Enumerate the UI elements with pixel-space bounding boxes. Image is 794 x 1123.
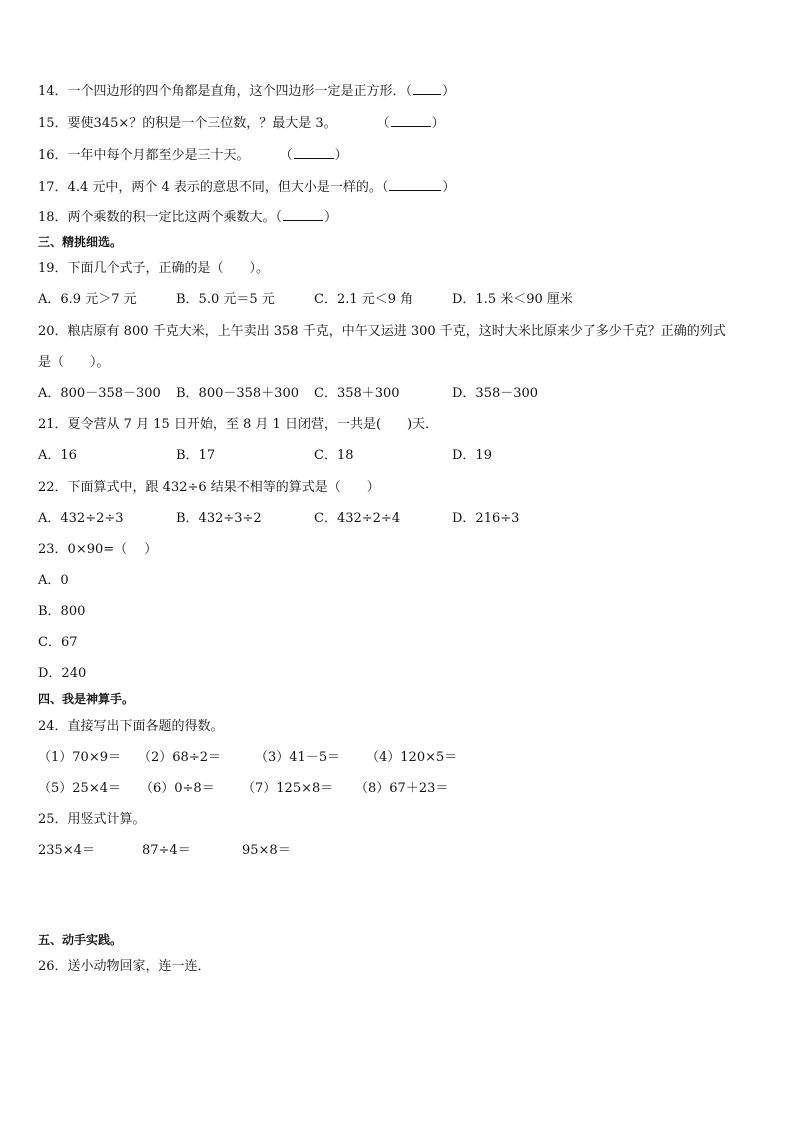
q21-option-d[interactable]: D．19 <box>452 448 492 463</box>
q19-option-a[interactable]: A．6.9 元＞7 元 <box>38 292 137 307</box>
question-24-stem: 24．直接写出下面各题的得数。 <box>38 719 224 734</box>
question-22-stem: 22．下面算式中，跟 432÷6 结果不相等的算式是（ ） <box>38 480 380 495</box>
q24-item-7: （7）125×8＝ <box>242 781 334 796</box>
question-number: 15． <box>38 116 68 131</box>
answer-blank[interactable] <box>283 208 323 221</box>
q22-option-a[interactable]: A．432÷2÷3 <box>38 511 124 526</box>
q20-option-c[interactable]: C．358＋300 <box>314 386 400 401</box>
q24-item-5: （5）25×4＝ <box>38 781 121 796</box>
q21-option-b[interactable]: B．17 <box>176 448 216 463</box>
answer-blank[interactable] <box>413 82 441 95</box>
q24-item-4: （4）120×5＝ <box>366 750 458 765</box>
question-17 <box>38 178 455 196</box>
question-25-stem: 25．用竖式计算。 <box>38 812 146 827</box>
question-text: 一个四边形的四个角都是直角，这个四边形一定是正方形．（ <box>67 84 413 99</box>
question-26-stem: 26．送小动物回家，连一连． <box>38 959 211 974</box>
question-14 <box>38 82 455 100</box>
question-text: 一年中每个月都至少是三十天。 <box>67 148 250 163</box>
q25-item-1: 235×4＝ <box>38 843 95 858</box>
question-text: 两个乘数的积一定比这两个乘数大。（ <box>67 210 283 225</box>
question-21-stem: 21．夏令营从 7 月 15 日开始，至 8 月 1 日闭营，一共是( )天． <box>38 417 439 432</box>
q25-item-2: 87÷4＝ <box>142 843 191 858</box>
q19-option-c[interactable]: C．2.1 元＜9 角 <box>314 292 414 307</box>
q24-item-1: （1）70×9＝ <box>38 750 121 765</box>
question-15 <box>38 114 445 132</box>
q24-item-6: （6）0÷8＝ <box>140 781 215 796</box>
q22-option-c[interactable]: C．432÷2÷4 <box>314 511 401 526</box>
question-20-stem-line2: 是（ ）。 <box>38 355 110 370</box>
question-text: 4.4 元中，两个 4 表示的意思不同，但大小是一样的。（ <box>67 180 389 195</box>
question-23-stem: 23．0×90=（ ） <box>38 542 158 557</box>
question-number: 16． <box>38 148 68 163</box>
q24-item-3: （3）41－5＝ <box>255 750 341 765</box>
paren-close: ） <box>431 116 445 131</box>
q20-option-b[interactable]: B．800－358＋300 <box>176 386 299 401</box>
q19-option-b[interactable]: B．5.0 元＝5 元 <box>176 292 275 307</box>
paren-open: （ <box>376 116 390 131</box>
q23-option-c[interactable]: C．67 <box>38 635 78 650</box>
q22-option-d[interactable]: D．216÷3 <box>452 511 520 526</box>
paren-close: ） <box>334 148 348 163</box>
question-20-stem-line1: 20．粮店原有 800 千克大米，上午卖出 358 千克，中午又运进 300 千克，这时大米比原来少了多少千克？正确的列式 <box>38 324 726 339</box>
answer-blank[interactable] <box>389 178 441 191</box>
q25-item-3: 95×8＝ <box>242 843 291 858</box>
q19-option-d[interactable]: D．1.5 米＜90 厘米 <box>452 292 573 307</box>
q21-option-a[interactable]: A．16 <box>38 448 77 463</box>
q21-option-c[interactable]: C．18 <box>314 448 354 463</box>
question-number: 18． <box>38 210 68 225</box>
section-3-heading: 三、精挑细选。 <box>38 235 123 249</box>
q24-item-8: （8）67＋23＝ <box>355 781 449 796</box>
q24-item-2: （2）68÷2＝ <box>138 750 221 765</box>
paren-close: ） <box>442 84 456 99</box>
q20-option-d[interactable]: D．358－300 <box>452 386 539 401</box>
answer-blank[interactable] <box>294 146 334 159</box>
question-text: 要使345×？的积是一个三位数，？最大是 3。 <box>67 116 337 131</box>
question-19-stem: 19．下面几个式子，正确的是（ ）。 <box>38 261 270 276</box>
paren-close: ） <box>324 210 338 225</box>
question-16 <box>38 146 348 164</box>
question-18 <box>38 208 337 226</box>
section-4-heading: 四、我是神算手。 <box>38 692 135 706</box>
paren-close: ） <box>442 180 456 195</box>
question-number: 17． <box>38 180 68 195</box>
section-5-heading: 五、动手实践。 <box>38 933 123 947</box>
question-number: 14． <box>38 84 68 99</box>
q23-option-a[interactable]: A．0 <box>38 573 69 588</box>
answer-blank[interactable] <box>391 114 431 127</box>
q23-option-b[interactable]: B．800 <box>38 604 86 619</box>
q22-option-b[interactable]: B．432÷3÷2 <box>176 511 262 526</box>
q20-option-a[interactable]: A．800－358－300 <box>38 386 161 401</box>
paren-open: （ <box>279 148 293 163</box>
q23-option-d[interactable]: D．240 <box>38 666 87 681</box>
